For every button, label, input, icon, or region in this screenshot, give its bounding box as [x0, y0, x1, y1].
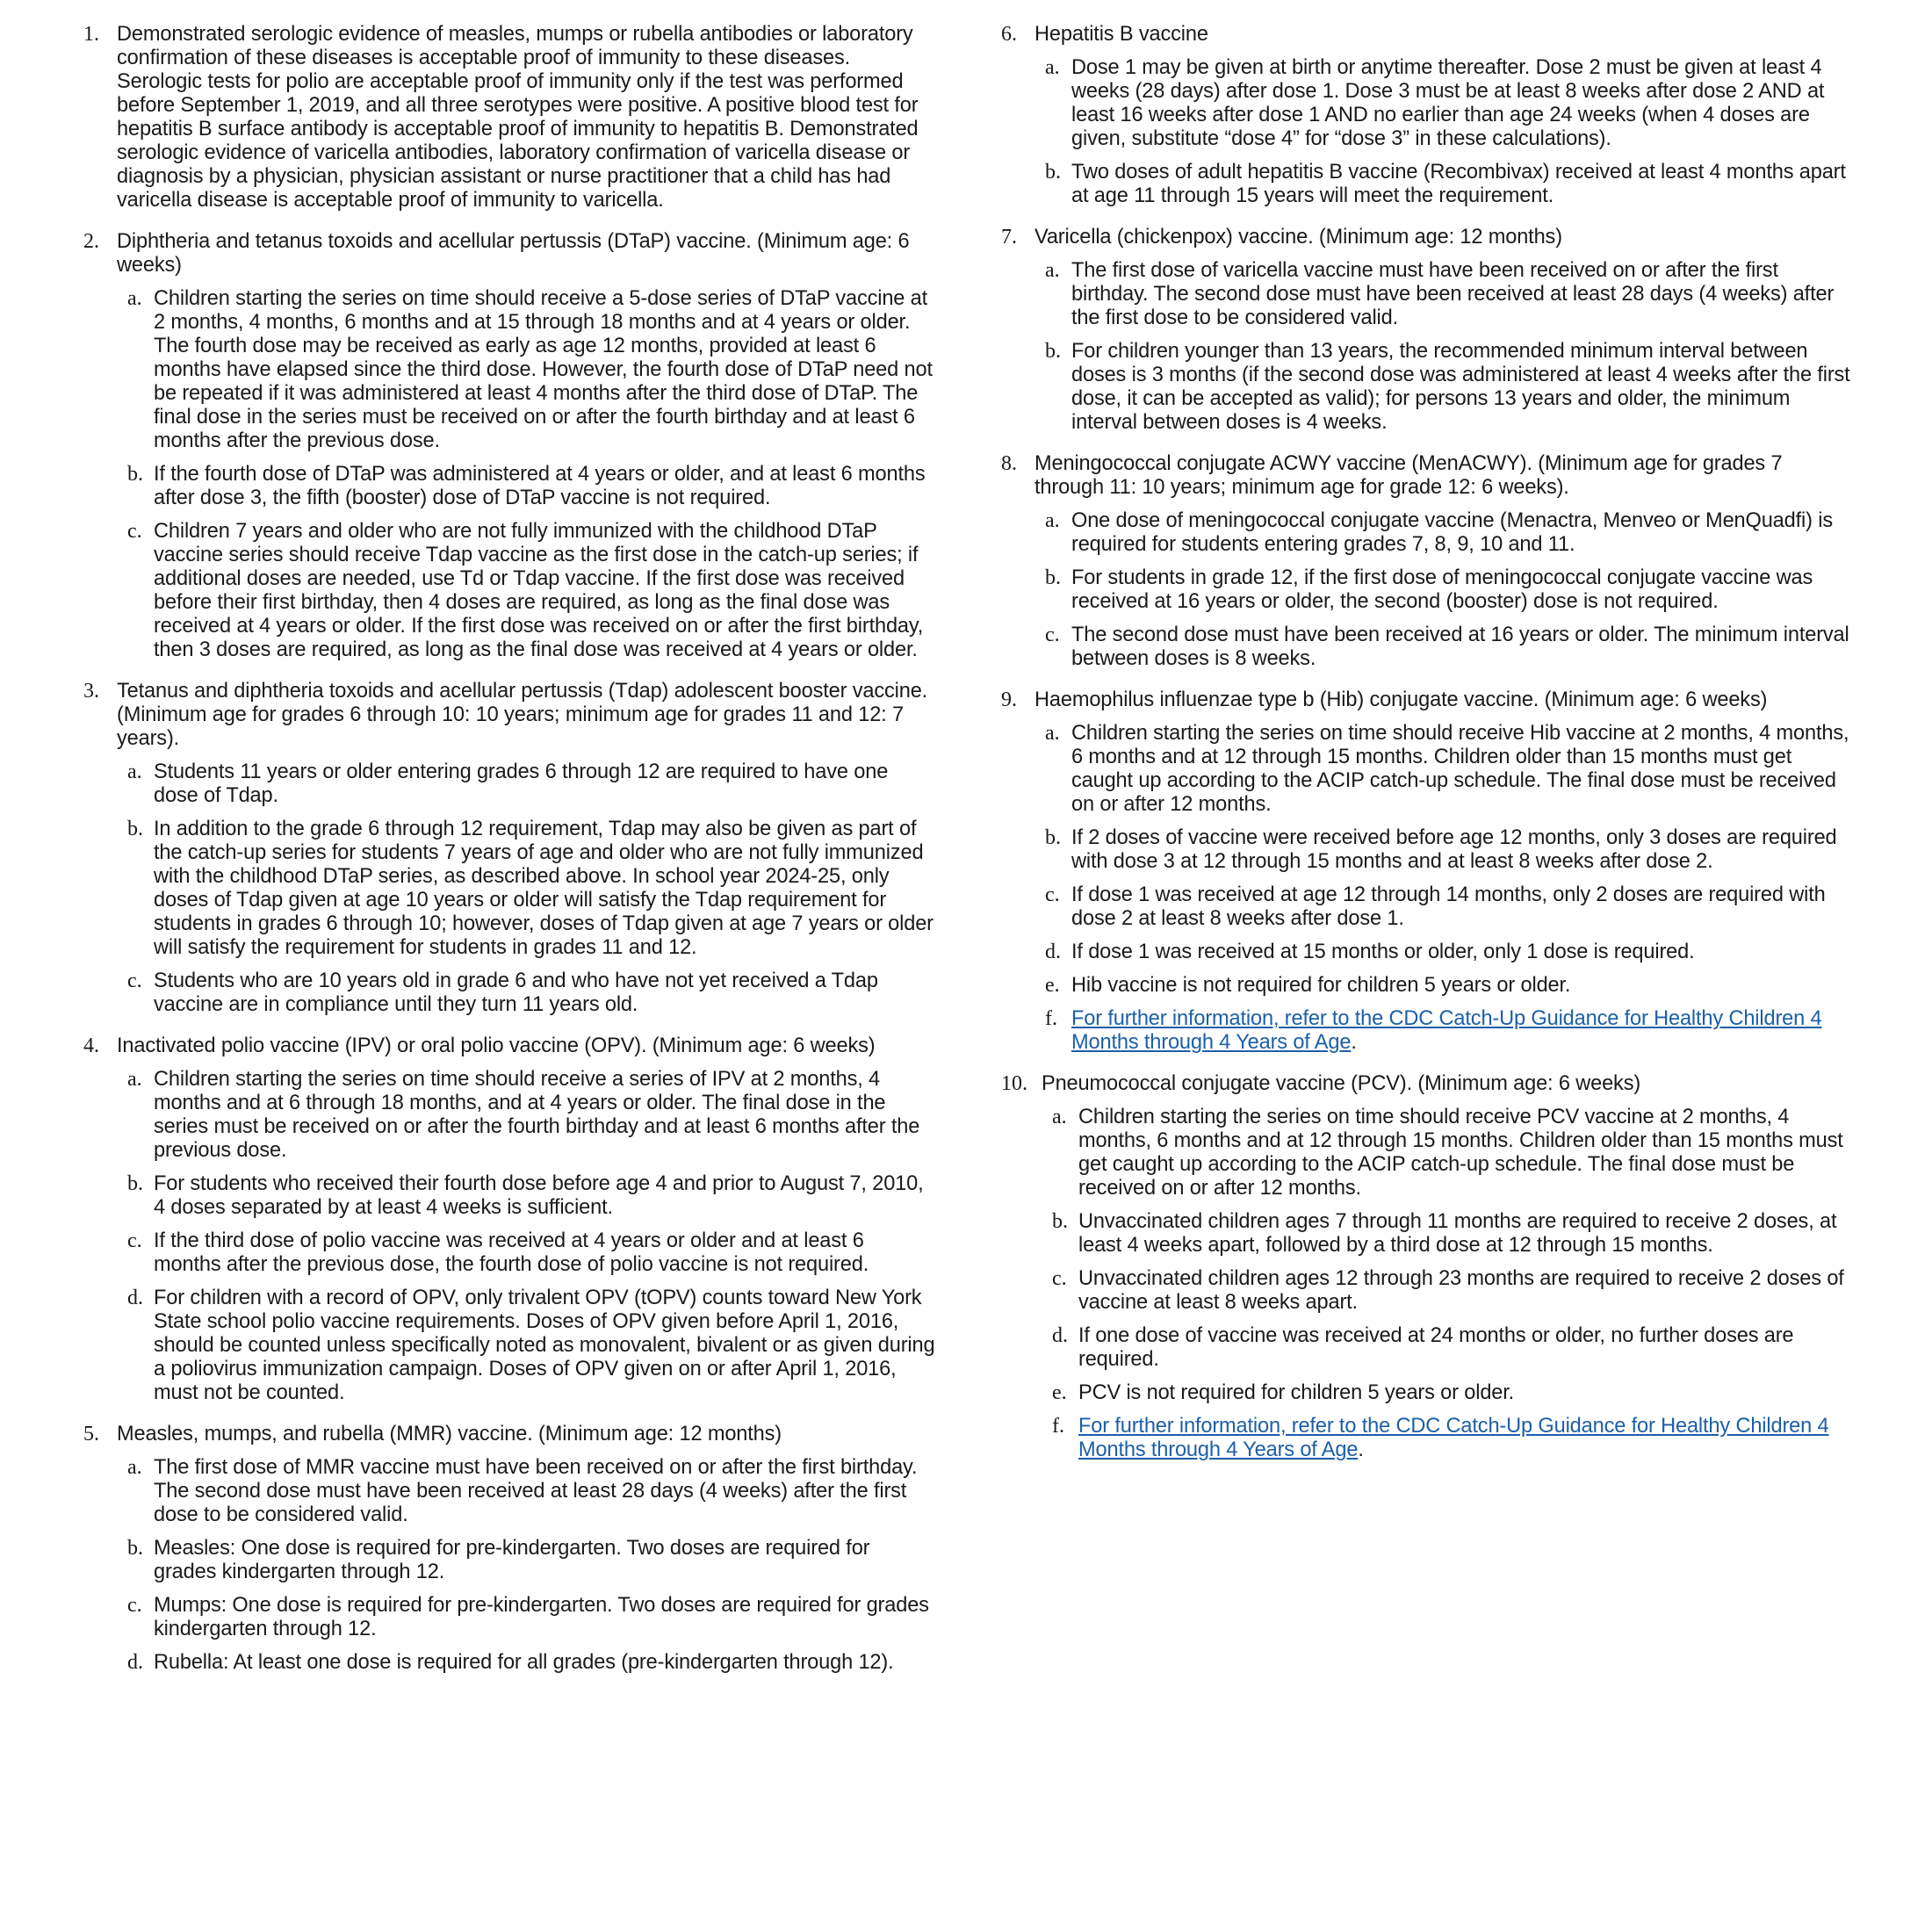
sub-item-text: Children starting the series on time should receive PCV vaccine at 2 months, 4 months, 6 months and at 12 through 15 months. Children older than 15 months must get caught up according to the ACIP catch-up schedule. The final dose must be received on or after 12 months. — [1078, 1106, 1843, 1200]
sub-item — [1045, 941, 1855, 964]
sub-item-text: Rubella: At least one dose is required for all grades (pre-kindergarten through 12). — [154, 1651, 894, 1674]
sub-item-text — [1078, 1415, 1855, 1462]
list-item — [83, 1423, 935, 1675]
sub-item — [127, 1229, 935, 1277]
item-number: 9. — [1001, 688, 1017, 711]
sub-list — [1042, 1106, 1855, 1462]
sub-item — [1052, 1381, 1855, 1405]
sub-item-text: Measles: One dose is required for pre-kindergarten. Two doses are required for grades kindergarten through 12. — [154, 1537, 870, 1583]
sub-item-text: For students who received their fourth dose before age 4 and prior to August 7, 2010, 4 doses separated by at least 4 weeks is sufficient. — [154, 1172, 924, 1219]
sub-item-letter: d. — [1045, 941, 1061, 963]
sub-item-letter: c. — [1045, 883, 1060, 906]
item-text: Diphtheria and tetanus toxoids and acellular pertussis (DTaP) vaccine. (Minimum age: 6 weeks) — [117, 230, 910, 277]
sub-item-text: Mumps: One dose is required for pre-kindergarten. Two doses are required for grades kindergarten through 12. — [154, 1594, 929, 1640]
item-text: Inactivated polio vaccine (IPV) or oral polio vaccine (OPV). (Minimum age: 6 weeks) — [117, 1034, 876, 1057]
list-item — [83, 680, 935, 1017]
sub-item-text: Hib vaccine is not required for children 5 years or older. — [1071, 974, 1571, 997]
sub-item — [1045, 826, 1855, 874]
sub-item-letter: b. — [127, 1537, 143, 1560]
sub-item-letter: a. — [127, 1456, 142, 1479]
item-number: 8. — [1001, 452, 1017, 475]
list-item — [1001, 226, 1855, 435]
sub-item-letter: b. — [1045, 340, 1061, 363]
sub-item-text: For students in grade 12, if the first dose of meningococcal conjugate vaccine was received at 16 years or older, the second (booster) dose is not required. — [1071, 566, 1813, 613]
sub-item-letter: c. — [1045, 624, 1060, 646]
sub-item-letter: d. — [1052, 1324, 1068, 1347]
sub-item-text: Children 7 years and older who are not fully immunized with the childhood DTaP vaccine series should receive Tdap vaccine as the first dose in the catch-up series; if additional doses are needed, use Td or Tdap vaccine. If the first dose was received before their first birthday, then 4 doses are required, as long as the final dose was received at 4 years or older. If the first dose was received on or after the first birthday, then 3 doses are required, as long as the final dose was received at 4 years or older. — [154, 520, 924, 661]
sub-item — [1052, 1210, 1855, 1258]
sub-item-text: If one dose of vaccine was received at 24 months or older, no further doses are required. — [1078, 1324, 1794, 1371]
sub-item — [1045, 56, 1855, 151]
sub-item — [127, 1537, 935, 1584]
sub-item-text: If dose 1 was received at age 12 through 14 months, only 2 doses are required with dose 2 at least 8 weeks after dose 1. — [1071, 883, 1826, 930]
list-item — [1001, 688, 1855, 1055]
sub-list — [1034, 722, 1855, 1055]
sub-item-letter: d. — [127, 1651, 143, 1674]
item-text: Tetanus and diphtheria toxoids and acellular pertussis (Tdap) adolescent booster vaccine. (Minimum age for grades 6 through 10: 10 years; minimum age for grades 11 and 12: 7 years). — [117, 680, 928, 750]
sub-item-letter: b. — [1052, 1210, 1068, 1233]
sub-item-text: Unvaccinated children ages 12 through 23 months are required to receive 2 doses of vaccine at least 8 weeks apart. — [1078, 1267, 1844, 1314]
sub-item — [1052, 1106, 1855, 1200]
sub-item — [1045, 340, 1855, 435]
list-item — [83, 230, 935, 662]
sub-item-text: For children younger than 13 years, the recommended minimum interval between doses is 3 months (if the second dose was administered at least 4 weeks after the first dose, it can be accepted as valid); for persons 13 years and older, the minimum interval between doses is 4 weeks. — [1071, 340, 1850, 434]
sub-item-letter: c. — [1052, 1267, 1067, 1290]
sub-item-letter: a. — [127, 761, 142, 783]
sub-list — [117, 287, 935, 662]
sub-item — [127, 1456, 935, 1527]
sub-item-letter: f. — [1045, 1007, 1057, 1030]
sub-item — [1045, 883, 1855, 931]
sub-item — [1045, 161, 1855, 208]
link-period: . — [1351, 1031, 1357, 1054]
sub-item-text: Students who are 10 years old in grade 6 and who have not yet received a Tdap vaccine are in compliance until they turn 11 years old. — [154, 970, 878, 1016]
sub-item — [1045, 974, 1855, 998]
sub-item-text: Children starting the series on time should receive a series of IPV at 2 months, 4 months and at 6 through 18 months, and at 4 years or older. The final dose in the series must be received on or after the fourth birthday and at least 6 months after the previous dose. — [154, 1068, 920, 1162]
sub-item-text: One dose of meningococcal conjugate vaccine (Menactra, Menveo or MenQuadfi) is required for students entering grades 7, 8, 9, 10 and 11. — [1071, 509, 1833, 556]
sub-item — [1045, 509, 1855, 557]
item-text: Pneumococcal conjugate vaccine (PCV). (Minimum age: 6 weeks) — [1042, 1072, 1641, 1095]
sub-item — [127, 970, 935, 1017]
sub-item-text: For children with a record of OPV, only trivalent OPV (tOPV) counts toward New York State school polio vaccine requirements. Doses of OPV given before April 1, 2016, should be counted unless specifically noted as monovalent, bivalent or as given during a poliovirus immunization campaign. Doses of OPV given on or after April 1, 2016, must not be counted. — [154, 1287, 935, 1404]
sub-item-letter: a. — [127, 1068, 142, 1091]
sub-item-letter: a. — [1045, 509, 1060, 532]
cdc-catch-up-guidance-link[interactable]: For further information, refer to the CDC Catch-Up Guidance for Healthy Children 4 Months through 4 Years of Age — [1071, 1007, 1822, 1054]
sub-item-letter: e. — [1052, 1381, 1067, 1404]
item-number: 7. — [1001, 226, 1017, 249]
sub-list — [117, 1456, 935, 1675]
item-number: 6. — [1001, 23, 1017, 46]
sub-item-letter: b. — [127, 818, 143, 840]
item-number: 4. — [83, 1034, 99, 1057]
sub-item-letter: c. — [127, 1229, 142, 1252]
sub-item-text: If the third dose of polio vaccine was received at 4 years or older and at least 6 months after the previous dose, the fourth dose of polio vaccine is not required. — [154, 1229, 869, 1276]
sub-list — [1034, 509, 1855, 671]
sub-item-text: PCV is not required for children 5 years or older. — [1078, 1381, 1515, 1404]
list-item — [83, 23, 935, 213]
sub-item-letter: b. — [1045, 161, 1061, 184]
sub-list — [117, 1068, 935, 1405]
sub-item-letter: b. — [127, 1172, 143, 1195]
sub-item-text: Unvaccinated children ages 7 through 11 months are required to receive 2 doses, at least 4 weeks apart, followed by a third dose at 12 through 15 months. — [1078, 1210, 1837, 1257]
left-column — [83, 23, 935, 1692]
sub-list — [117, 761, 935, 1017]
sub-item-text — [1071, 1007, 1855, 1055]
sub-item-letter: c. — [127, 520, 142, 543]
sub-item-letter: f. — [1052, 1415, 1064, 1438]
sub-item-letter: e. — [1045, 974, 1060, 997]
sub-item-letter: b. — [1045, 826, 1061, 849]
sub-item-text: Dose 1 may be given at birth or anytime thereafter. Dose 2 must be given at least 4 weeks (28 days) after dose 1. Dose 3 must be at least 8 weeks after dose 2 AND at least 16 weeks after dose 1 AND no earlier than age 24 weeks (when 4 doses are given, substitute “dose 4” for “dose 3” in these calculations). — [1071, 56, 1825, 150]
sub-item — [1052, 1267, 1855, 1315]
sub-item-text: In addition to the grade 6 through 12 requirement, Tdap may also be given as part of the catch-up series for students 7 years of age and older who are not fully immunized with the childhood DTaP series, as described above. In school year 2024-25, only doses of Tdap given at age 10 years or older will satisfy the Tdap requirement for students in grades 6 through 10; however, doses of Tdap given at age 7 years or older will satisfy the requirement for students in grades 11 and 12. — [154, 818, 934, 959]
sub-item-letter: a. — [127, 287, 142, 310]
sub-item — [1045, 566, 1855, 614]
list-item — [1001, 23, 1855, 208]
sub-item — [127, 1594, 935, 1641]
item-text: Haemophilus influenzae type b (Hib) conjugate vaccine. (Minimum age: 6 weeks) — [1034, 688, 1768, 711]
list-item — [1001, 1072, 1855, 1462]
item-text: Demonstrated serologic evidence of measles, mumps or rubella antibodies or laboratory confirmation of these diseases is acceptable proof of immunity to these diseases. Serologic tests for polio are acceptable proof of immunity only if the test was performed before September 1, 2019, and all three serotypes were positive. A positive blood test for hepatitis B surface antibody is acceptable proof of immunity to hepatitis B. Demonstrated serologic evidence of varicella antibodies, laboratory confirmation of varicella disease or diagnosis by a physician, physician assistant or nurse practitioner that a child has had varicella disease is acceptable proof of immunity to varicella. — [117, 23, 919, 212]
sub-item — [127, 1287, 935, 1405]
sub-item-letter: a. — [1045, 259, 1060, 282]
sub-item-letter: d. — [127, 1287, 143, 1309]
sub-item — [127, 818, 935, 960]
sub-item-text: If 2 doses of vaccine were received before age 12 months, only 3 doses are required with dose 3 at 12 through 15 months and at least 8 weeks after dose 2. — [1071, 826, 1837, 873]
sub-item — [1045, 624, 1855, 671]
sub-item — [127, 287, 935, 453]
sub-item-letter: a. — [1045, 722, 1060, 745]
sub-item-text: Children starting the series on time should receive a 5-dose series of DTaP vaccine at 2 months, 4 months, 6 months and at 15 through 18 months and at 4 years or older. The fourth dose may be received as early as age 12 months, provided at least 6 months have elapsed since the third dose. However, the fourth dose of DTaP need not be repeated if it was administered at least 4 months after the third dose of DTaP. The final dose in the series must be received on or after the fourth birthday and at least 6 months after the previous dose. — [154, 287, 933, 452]
item-text: Hepatitis B vaccine — [1034, 23, 1208, 46]
item-text: Measles, mumps, and rubella (MMR) vaccine. (Minimum age: 12 months) — [117, 1423, 782, 1445]
sub-item-text: Students 11 years or older entering grades 6 through 12 are required to have one dose of Tdap. — [154, 761, 889, 807]
sub-item-text: The first dose of MMR vaccine must have been received on or after the first birthday. The second dose must have been received at least 28 days (4 weeks) after the first dose to be considered valid. — [154, 1456, 918, 1526]
sub-list — [1034, 56, 1855, 208]
list-item — [1001, 452, 1855, 671]
sub-item-text: The first dose of varicella vaccine must have been received on or after the first birthday. The second dose must have been received at least 28 days (4 weeks) after the first dose to be considered valid. — [1071, 259, 1835, 329]
item-number: 10. — [1001, 1072, 1027, 1095]
sub-item — [127, 1651, 935, 1675]
sub-item-text: Children starting the series on time should receive Hib vaccine at 2 months, 4 months, 6 months and at 12 through 15 months. Children older than 15 months must get caught up according to the ACIP catch-up schedule. The final dose must be received on or after 12 months. — [1071, 722, 1849, 816]
sub-item — [127, 463, 935, 510]
sub-item — [1045, 1007, 1855, 1055]
sub-item — [127, 520, 935, 662]
item-number: 3. — [83, 680, 99, 703]
list-item — [83, 1034, 935, 1405]
sub-item — [1045, 722, 1855, 817]
item-number: 5. — [83, 1423, 99, 1445]
sub-item — [1045, 259, 1855, 330]
item-number: 1. — [83, 23, 99, 46]
sub-item-text: The second dose must have been received at 16 years or older. The minimum interval between doses is 8 weeks. — [1071, 624, 1849, 670]
sub-item-text: If the fourth dose of DTaP was administered at 4 years or older, and at least 6 months after dose 3, the fifth (booster) dose of DTaP vaccine is not required. — [154, 463, 926, 509]
cdc-catch-up-guidance-link[interactable]: For further information, refer to the CDC Catch-Up Guidance for Healthy Children 4 Months through 4 Years of Age — [1078, 1415, 1829, 1461]
sub-item-text: Two doses of adult hepatitis B vaccine (Recombivax) received at least 4 months apart at age 11 through 15 years will meet the requirement. — [1071, 161, 1846, 207]
sub-item-text: If dose 1 was received at 15 months or older, only 1 dose is required. — [1071, 941, 1695, 963]
item-text: Varicella (chickenpox) vaccine. (Minimum age: 12 months) — [1034, 226, 1562, 249]
item-number: 2. — [83, 230, 99, 253]
right-column — [1001, 23, 1855, 1480]
sub-list — [1034, 259, 1855, 435]
sub-item — [127, 1068, 935, 1163]
sub-item — [127, 761, 935, 808]
sub-item-letter: b. — [127, 463, 143, 486]
link-period: . — [1358, 1438, 1364, 1461]
sub-item-letter: a. — [1052, 1106, 1067, 1128]
sub-item — [1052, 1324, 1855, 1372]
sub-item-letter: a. — [1045, 56, 1060, 79]
sub-item-letter: b. — [1045, 566, 1061, 589]
item-text: Meningococcal conjugate ACWY vaccine (MenACWY). (Minimum age for grades 7 through 11: 10 years; minimum age for grade 12: 6 weeks). — [1034, 452, 1783, 499]
sub-item — [127, 1172, 935, 1220]
sub-item — [1052, 1415, 1855, 1462]
sub-item-letter: c. — [127, 1594, 142, 1617]
sub-item-letter: c. — [127, 970, 142, 992]
